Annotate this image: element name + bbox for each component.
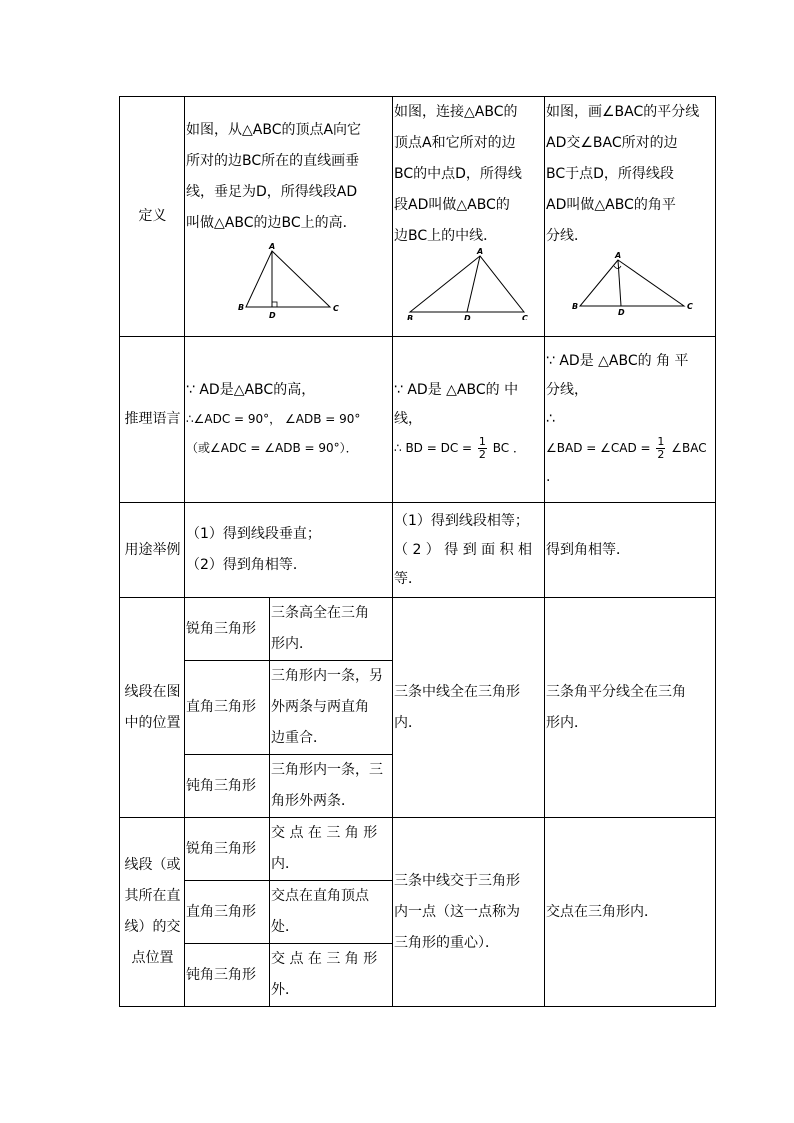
reasoning-line: ∠BAD = ∠CAD = $\frac{1}{2}$ ∠BAC bbox=[546, 435, 707, 461]
reasoning-line: . bbox=[546, 469, 551, 485]
reasoning-line: （或∠ADC = ∠ADB = 90°）． bbox=[186, 441, 358, 455]
reasoning-line: ∵ AD是 △ABC的 角 平 bbox=[546, 353, 689, 369]
position-obtuse-desc: 三角形内一条，三 角形外两条． bbox=[270, 755, 393, 818]
median-def-line: 顶点A和它所对的边 bbox=[394, 135, 516, 151]
reasoning-line: ∵ AD是△ABC的高， bbox=[186, 382, 316, 398]
triangle-type-obtuse: 钝角三角形 bbox=[185, 944, 270, 1007]
row-label-definition: 定义 bbox=[120, 97, 185, 337]
triangle-lines-table bbox=[119, 96, 716, 1007]
fraction-half: $\frac{1}{2}$ bbox=[657, 435, 665, 461]
triangle-type-acute: 锐角三角形 bbox=[185, 818, 270, 881]
fig-label-C: C bbox=[687, 302, 693, 311]
row-label-usage: 用途举例 bbox=[120, 503, 185, 598]
fig-label-B: B bbox=[407, 314, 414, 320]
usage-line: 等． bbox=[394, 570, 422, 587]
median-definition-cell bbox=[393, 97, 545, 337]
usage-line: （ 2 ） 得 到 面 积 相 bbox=[394, 541, 533, 558]
fig-label-D: D bbox=[464, 314, 471, 320]
median-def-line: BC的中点D，所得线 bbox=[394, 166, 522, 182]
usage-line: （2）得到角相等． bbox=[186, 557, 307, 573]
altitude-def-line: 所对的边BC所在的直线画垂 bbox=[186, 153, 360, 169]
reasoning-line: ∵ AD是 △ABC的 中 bbox=[394, 382, 519, 398]
median-def-line: 边BC上的中线． bbox=[394, 228, 498, 244]
reasoning-line: 分线， bbox=[546, 382, 588, 398]
median-intersection-cell: 三条中线交于三角形 内一点（这一点称为 三角形的重心）． bbox=[393, 818, 545, 1007]
usage-line: （1）得到线段相等； bbox=[394, 512, 529, 529]
altitude-def-line: 如图，从△ABC的顶点A向它 bbox=[186, 122, 362, 138]
fig-label-A: A bbox=[615, 251, 622, 260]
altitude-def-line: 线，垂足为D，所得线段AD bbox=[186, 184, 358, 200]
fig-label-C: C bbox=[522, 314, 528, 320]
altitude-def-line: 叫做△ABC的边BC上的高． bbox=[186, 215, 357, 231]
fig-label-D: D bbox=[618, 308, 625, 316]
fraction-half: $\frac{1}{2}$ bbox=[478, 435, 486, 461]
bisector-def-line: AD交∠BAC所对的边 bbox=[546, 135, 678, 151]
fig-label-D: D bbox=[269, 311, 276, 319]
bisector-usage-cell: 得到角相等． bbox=[545, 503, 716, 598]
bisector-definition-cell bbox=[545, 97, 716, 337]
reasoning-line: ∴∠ADC = 90°， ∠ADB = 90° bbox=[186, 412, 361, 426]
median-position-cell: 三条中线全在三角形 内． bbox=[393, 598, 545, 818]
reasoning-line: ∴ BD = DC = $\frac{1}{2}$ BC ． bbox=[394, 435, 525, 461]
bisector-figure bbox=[546, 250, 716, 316]
fig-label-A: A bbox=[477, 248, 484, 256]
triangle-type-right: 直角三角形 bbox=[185, 881, 270, 944]
intersection-acute-desc: 交 点 在 三 角 形 内． bbox=[270, 818, 393, 881]
median-usage-cell bbox=[393, 503, 545, 598]
bisector-def-line: BC于点D，所得线段 bbox=[546, 166, 674, 182]
triangle-type-right: 直角三角形 bbox=[185, 661, 270, 755]
median-reasoning-cell bbox=[393, 337, 545, 503]
intersection-right-desc: 交点在直角顶点 处． bbox=[270, 881, 393, 944]
altitude-reasoning-cell bbox=[185, 337, 393, 503]
fig-label-C: C bbox=[333, 304, 339, 313]
triangle-type-obtuse: 钝角三角形 bbox=[185, 755, 270, 818]
position-acute-desc: 三条高全在三角 形内． bbox=[270, 598, 393, 661]
position-right-desc: 三角形内一条，另 外两条与两直角 边重合． bbox=[270, 661, 393, 755]
bisector-def-line: AD叫做△ABC的角平 bbox=[546, 197, 676, 213]
bisector-reasoning-cell bbox=[545, 337, 716, 503]
median-def-line: 段AD叫做△ABC的 bbox=[394, 197, 510, 213]
bisector-position-cell: 三条角平分线全在三角 形内． bbox=[545, 598, 716, 818]
bisector-def-line: 分线． bbox=[546, 228, 588, 244]
fig-label-A: A bbox=[269, 243, 276, 251]
triangle-type-acute: 锐角三角形 bbox=[185, 598, 270, 661]
median-figure bbox=[394, 248, 544, 320]
median-def-line: 如图，连接△ABC的 bbox=[394, 104, 518, 120]
row-label-intersection: 线段（或 其所在直 线）的交 点位置 bbox=[120, 818, 185, 1007]
row-label-position: 线段在图 中的位置 bbox=[120, 598, 185, 818]
usage-line: （1）得到线段垂直； bbox=[186, 526, 321, 542]
reasoning-line: 线， bbox=[394, 411, 422, 427]
reasoning-line: ∴ bbox=[546, 411, 555, 427]
altitude-usage-cell bbox=[185, 503, 393, 598]
altitude-figure bbox=[238, 243, 378, 319]
altitude-definition-cell bbox=[185, 97, 393, 337]
bisector-intersection-cell: 交点在三角形内． bbox=[545, 818, 716, 1007]
intersection-obtuse-desc: 交 点 在 三 角 形 外． bbox=[270, 944, 393, 1007]
fig-label-B: B bbox=[238, 303, 245, 312]
bisector-def-line: 如图，画∠BAC的平分线 bbox=[546, 104, 700, 120]
fig-label-B: B bbox=[572, 302, 579, 311]
row-label-reasoning: 推理语言 bbox=[120, 337, 185, 503]
